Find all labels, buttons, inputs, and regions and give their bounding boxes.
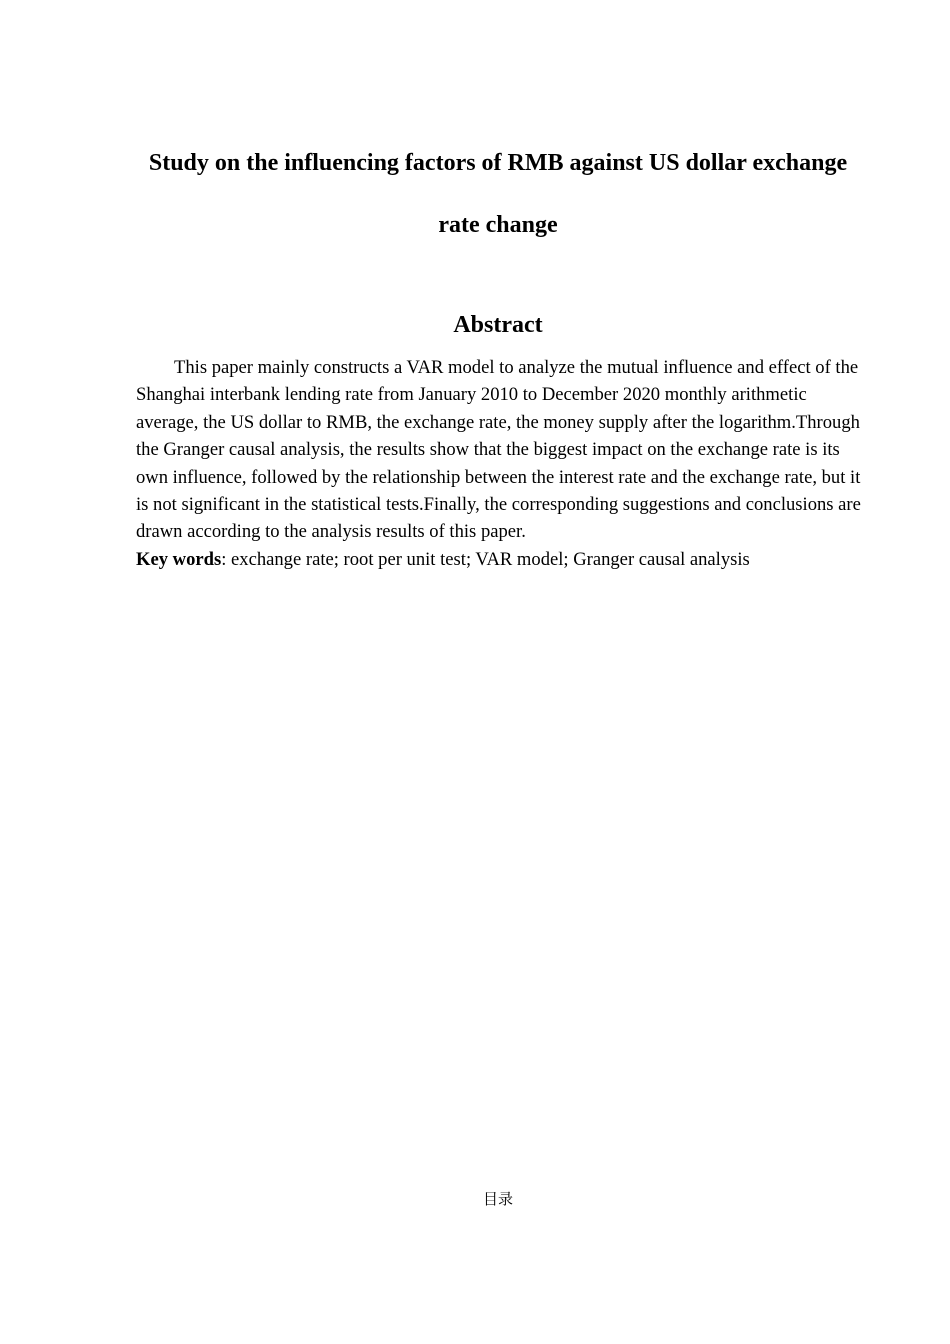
keywords-text: : exchange rate; root per unit test; VAR model; Granger causal analysis <box>221 549 750 570</box>
keywords-line <box>136 546 862 573</box>
keywords-label: Key words <box>136 549 222 570</box>
page-footer: 目录 <box>482 1190 513 1208</box>
abstract-heading: Abstract <box>453 312 543 338</box>
paper-title: Study on the influencing factors of RMB against US dollar exchange rate change <box>148 150 848 238</box>
abstract-body: This paper mainly constructs a VAR model to analyze the mutual influence and effect of the Shanghai interbank lending rate from January 2010 to December 2020 monthly arithmetic average, the US dollar to RMB, the exchange rate, the money supply after the logarithm.Through the Granger causal analysis, the results show that the biggest impact on the exchange rate is its own influence, followed by the relationship between the interest rate and the exchange rate, but it is not significant in the statistical tests.Finally, the corresponding suggestions and conclusions are drawn according to the analysis results of this paper. <box>136 357 861 543</box>
